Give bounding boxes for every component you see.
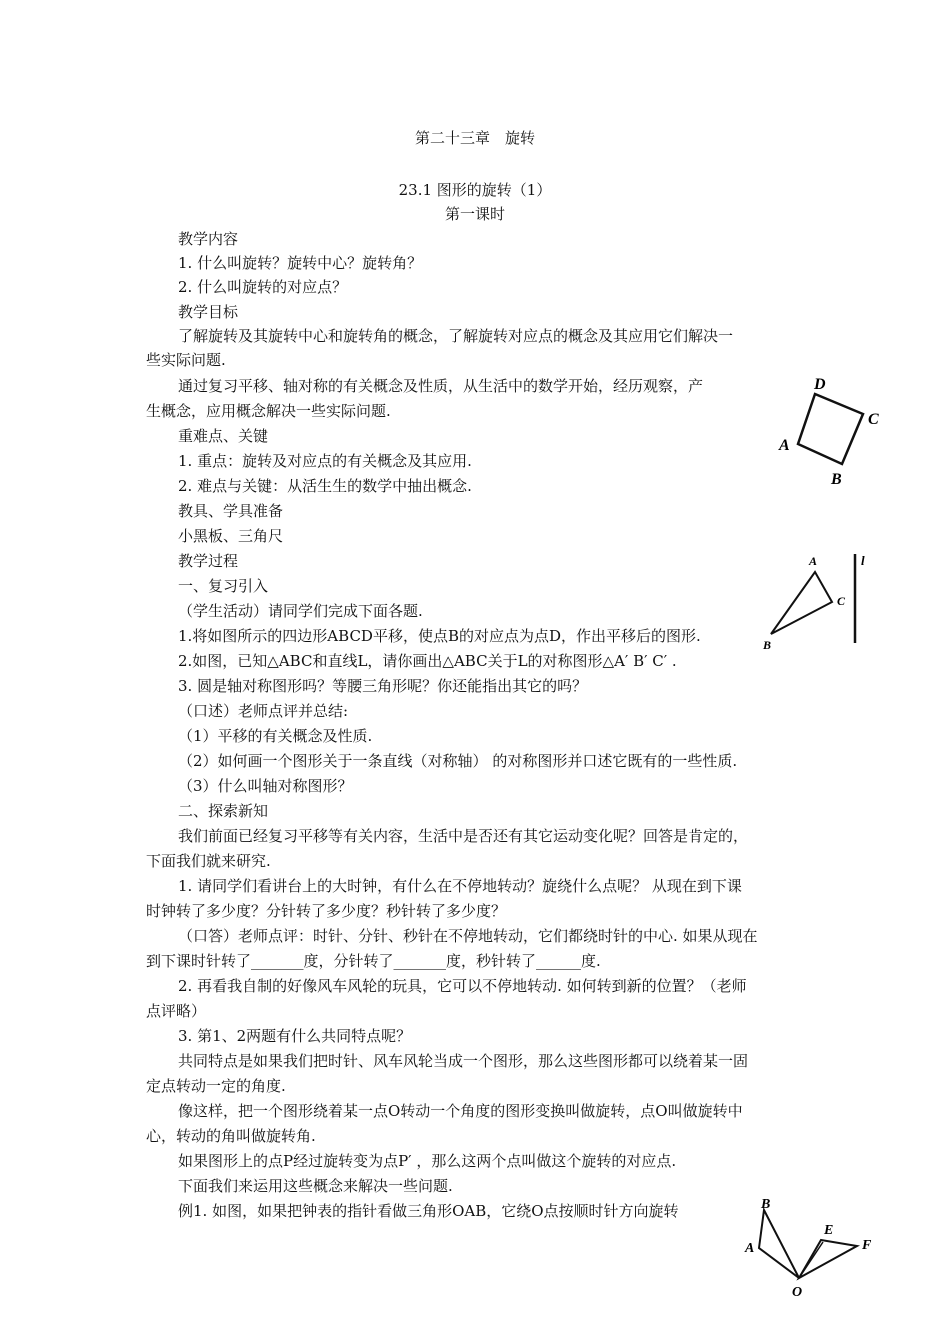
text-line: 小黑板、三角尺 — [178, 527, 284, 545]
label-a: A — [809, 554, 818, 568]
text-line: 2. 再看我自制的好像风车风轮的玩具，它可以不停地转动. 如何转到新的位置？（老师 — [178, 977, 747, 995]
text-line: 2.如图，已知△ABC和直线L，请你画出△ABC关于L的对称图形△A′ B′ C′ . — [178, 652, 677, 670]
text-line: 时钟转了多少度？分针转了多少度？秒针转了多少度？ — [146, 902, 507, 920]
text-line: 二、探索新知 — [178, 802, 269, 820]
text-line: 些实际问题. — [146, 351, 226, 369]
label-d: D — [814, 376, 826, 393]
text-line: 点评略） — [146, 1002, 207, 1020]
text-line: （学生活动）请同学们完成下面各题. — [178, 602, 423, 620]
text-line: 我们前面已经复习平移等有关内容，生活中是否还有其它运动变化呢？回答是肯定的， — [178, 827, 749, 845]
label-c: C — [868, 411, 879, 428]
quadrilateral-figure — [770, 372, 900, 492]
label-a: A — [779, 437, 790, 454]
text-line: 教具、学具准备 — [178, 502, 284, 520]
text-line: 到下课时针转了_______度，分针转了_______度，秒针转了______度. — [146, 952, 601, 970]
text-line: 教学内容 — [178, 230, 239, 248]
label-l: l — [861, 553, 865, 568]
text-line: 共同特点是如果我们把时针、风车风轮当成一个图形，那么这些图形都可以绕着某一固 — [178, 1052, 749, 1070]
text-line: 1. 什么叫旋转？旋转中心？旋转角？ — [178, 254, 423, 272]
text-line: 1. 重点：旋转及对应点的有关概念及其应用. — [178, 452, 472, 470]
label-b: B — [763, 638, 772, 652]
text-line: 下面我们就来研究. — [146, 852, 271, 870]
label-a: A — [745, 1241, 755, 1256]
label-e: E — [824, 1223, 834, 1238]
text-line: 教学目标 — [178, 303, 239, 321]
triangle-line-figure — [755, 550, 875, 660]
label-o: O — [792, 1285, 803, 1300]
text-line: 如果图形上的点P经过旋转变为点P′ ，那么这两个点叫做这个旋转的对应点. — [178, 1152, 677, 1170]
text-line: 2. 难点与关键：从活生生的数学中抽出概念. — [178, 477, 472, 495]
text-line: 2. 什么叫旋转的对应点？ — [178, 278, 348, 296]
label-b: B — [831, 471, 842, 488]
text-line: 教学过程 — [178, 552, 239, 570]
text-line: 通过复习平移、轴对称的有关概念及性质，从生活中的数学开始，经历观察，产 — [178, 377, 704, 395]
text-line: 心，转动的角叫做旋转角. — [146, 1127, 316, 1145]
text-line: （口述）老师点评并总结: — [178, 702, 349, 720]
text-line: 1. 请同学们看讲台上的大时钟，有什么在不停地转动？旋绕什么点呢？ 从现在到下课 — [178, 877, 742, 895]
text-line: 下面我们来运用这些概念来解决一些问题. — [178, 1177, 453, 1195]
text-line: 一、复习引入 — [178, 577, 269, 595]
text-line: 例1. 如图，如果把钟表的指针看做三角形OAB，它绕O点按顺时针方向旋转 — [178, 1202, 679, 1220]
label-c: C — [837, 594, 846, 608]
lesson-title: 第一课时 — [444, 205, 505, 223]
label-f: F — [862, 1238, 872, 1253]
text-line: 定点转动一定的角度. — [146, 1077, 286, 1095]
text-line: 3. 第1、2两题有什么共同特点呢？ — [178, 1027, 412, 1045]
text-line: 1.将如图所示的四边形ABCD平移，使点B的对应点为点D，作出平移后的图形. — [178, 627, 701, 645]
text-line: 3. 圆是轴对称图形吗？等腰三角形呢？你还能指出其它的吗？ — [178, 677, 588, 695]
label-b: B — [761, 1197, 771, 1212]
text-line: 重难点、关键 — [178, 427, 269, 445]
text-line: （2）如何画一个图形关于一条直线（对称轴） 的对称图形并口述它既有的一些性质. — [178, 752, 738, 770]
text-line: 了解旋转及其旋转中心和旋转角的概念，了解旋转对应点的概念及其应用它们解决一 — [178, 327, 734, 345]
clock-hands-figure — [735, 1192, 885, 1302]
text-line: 像这样，把一个图形绕着某一点O转动一个角度的图形变换叫做旋转，点O叫做旋转中 — [178, 1102, 743, 1120]
chapter-title: 第二十三章 旋转 — [414, 129, 535, 147]
section-title: 23.1 图形的旋转（1） — [398, 181, 552, 199]
text-line: （3）什么叫轴对称图形？ — [178, 777, 353, 795]
text-line: 生概念，应用概念解决一些实际问题. — [146, 402, 391, 420]
text-line: （1）平移的有关概念及性质. — [178, 727, 373, 745]
text-line: （口答）老师点评：时针、分针、秒针在不停地转动，它们都绕时针的中心. 如果从现在 — [178, 927, 758, 945]
